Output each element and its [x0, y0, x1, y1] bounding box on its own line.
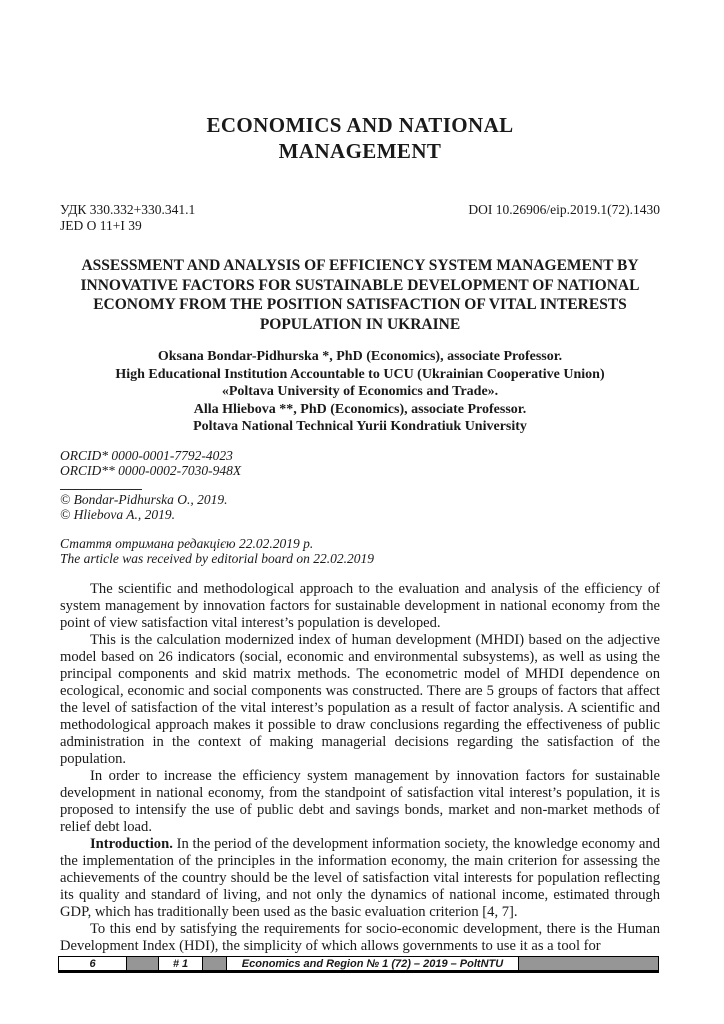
paragraph-text: In order to increase the efficiency system management by innovation factors for sustainable development in national economy, from the standpoint of satisfaction vital interest’s population, it is proposed to intensify the use of public debt and savings bonds, market and non-market methods of relief debt load. — [60, 767, 660, 835]
introduction-paragraph — [60, 836, 660, 921]
author-affiliation-line: «Poltava University of Economics and Trade». — [221, 384, 499, 399]
footer-journal-title: Economics and Region № 1 (72) – 2019 – PoltNTU — [227, 957, 519, 970]
footer-page-number: 6 — [59, 957, 127, 970]
author-line: Alla Hliebova **, PhD (Economics), associate Professor. — [193, 401, 527, 417]
paragraph-text: In the period of the development information society, the knowledge economy and the implementation of the principles in the information economy, the main criterion for assessing the achievements of the country should be the level of satisfaction vital interests for population reflecting its quality and standard of living, and not only the dynamics of national income, estimated through GDP, which has traditionally been used as the basic evaluation criterion [4, 7]. — [60, 835, 660, 920]
author-affiliation-line: Poltava National Technical Yurii Kondratiuk University — [193, 419, 527, 434]
classification-meta-row — [60, 202, 660, 233]
article-body — [60, 581, 660, 955]
received-line-en: The article was received by editorial board on 22.02.2019 — [60, 551, 374, 566]
orcid-line: ORCID** 0000-0002-7030-948X — [60, 463, 242, 478]
copyright-divider — [60, 489, 142, 490]
page-footer-bar — [58, 956, 659, 973]
copyright-line: © Bondar-Pidhurska O., 2019. — [60, 491, 228, 507]
paragraph-text: This is the calculation modernized index of human development (MHDI) based on the adjective model based on 26 indicators (social, economic and environmental subsystems), as well as using the principal components and skid matrix methods. The econometric model of MHDI dependence on ecological, economic and social components was constructed. There are 5 groups of factors that affect the level of satisfaction of the vital interest’s population as a result of factor analysis. A scientific and methodological approach makes it possible to draw conclusions regarding the effectiveness of public administration in the context of making managerial decisions regarding the satisfaction of the population. — [60, 631, 660, 767]
copyright-line: © Hliebova A., 2019. — [60, 507, 175, 522]
jed-code: JED O 11+I 39 — [60, 217, 142, 233]
footer-gray-spacer — [519, 957, 658, 970]
author-affiliation-line: High Educational Institution Accountable to UCU (Ukrainian Cooperative Union) — [115, 366, 605, 382]
page-content — [60, 0, 660, 955]
journal-header-line1: ECONOMICS AND NATIONAL — [206, 113, 514, 137]
abstract-paragraph — [60, 768, 660, 836]
abstract-paragraph — [60, 632, 660, 768]
paragraph-text: To this end by satisfying the requirements for socio-economic development, there is the Human Development Index (HDI), the simplicity of which allows governments to use it as a tool for — [60, 920, 660, 954]
footer-issue-number: # 1 — [159, 957, 203, 970]
journal-section-header — [60, 112, 660, 164]
orcid-line: ORCID* 0000-0001-7792-4023 — [60, 447, 233, 463]
orcid-block — [60, 448, 660, 479]
doi-code: DOI 10.26906/eip.2019.1(72).1430 — [468, 202, 660, 217]
author-line: Oksana Bondar-Pidhurska *, PhD (Economics), associate Professor. — [157, 349, 563, 364]
udc-code: УДК 330.332+330.341.1 — [60, 202, 196, 217]
received-dates-block — [60, 536, 660, 567]
classification-codes — [60, 202, 195, 233]
paragraph-text: The scientific and methodological approach to the evaluation and analysis of the efficiency of system management by innovation factors for sustainable development in national economy from the point of view satisfaction vital interest’s population is developed. — [60, 580, 660, 631]
authors-block — [60, 348, 660, 436]
body-paragraph — [60, 921, 660, 955]
paragraph-lead: Introduction. — [90, 835, 173, 852]
abstract-paragraph — [60, 581, 660, 632]
copyright-block — [60, 492, 660, 523]
article-title: ASSESSMENT AND ANALYSIS OF EFFICIENCY SYSTEM MANAGEMENT BY INNOVATIVE FACTORS FOR SUSTAINABLE DEVELOPMENT OF NATIONAL ECONOMY FROM THE POSITION SATISFACTION OF VITAL INTERESTS POPULATION IN UKRAINE — [80, 257, 640, 333]
footer-gray-spacer — [203, 957, 227, 970]
journal-header-line2: MANAGEMENT — [278, 139, 442, 163]
received-line-uk: Стаття отримана редакцією 22.02.2019 р. — [60, 535, 314, 551]
footer-gray-spacer — [127, 957, 159, 970]
